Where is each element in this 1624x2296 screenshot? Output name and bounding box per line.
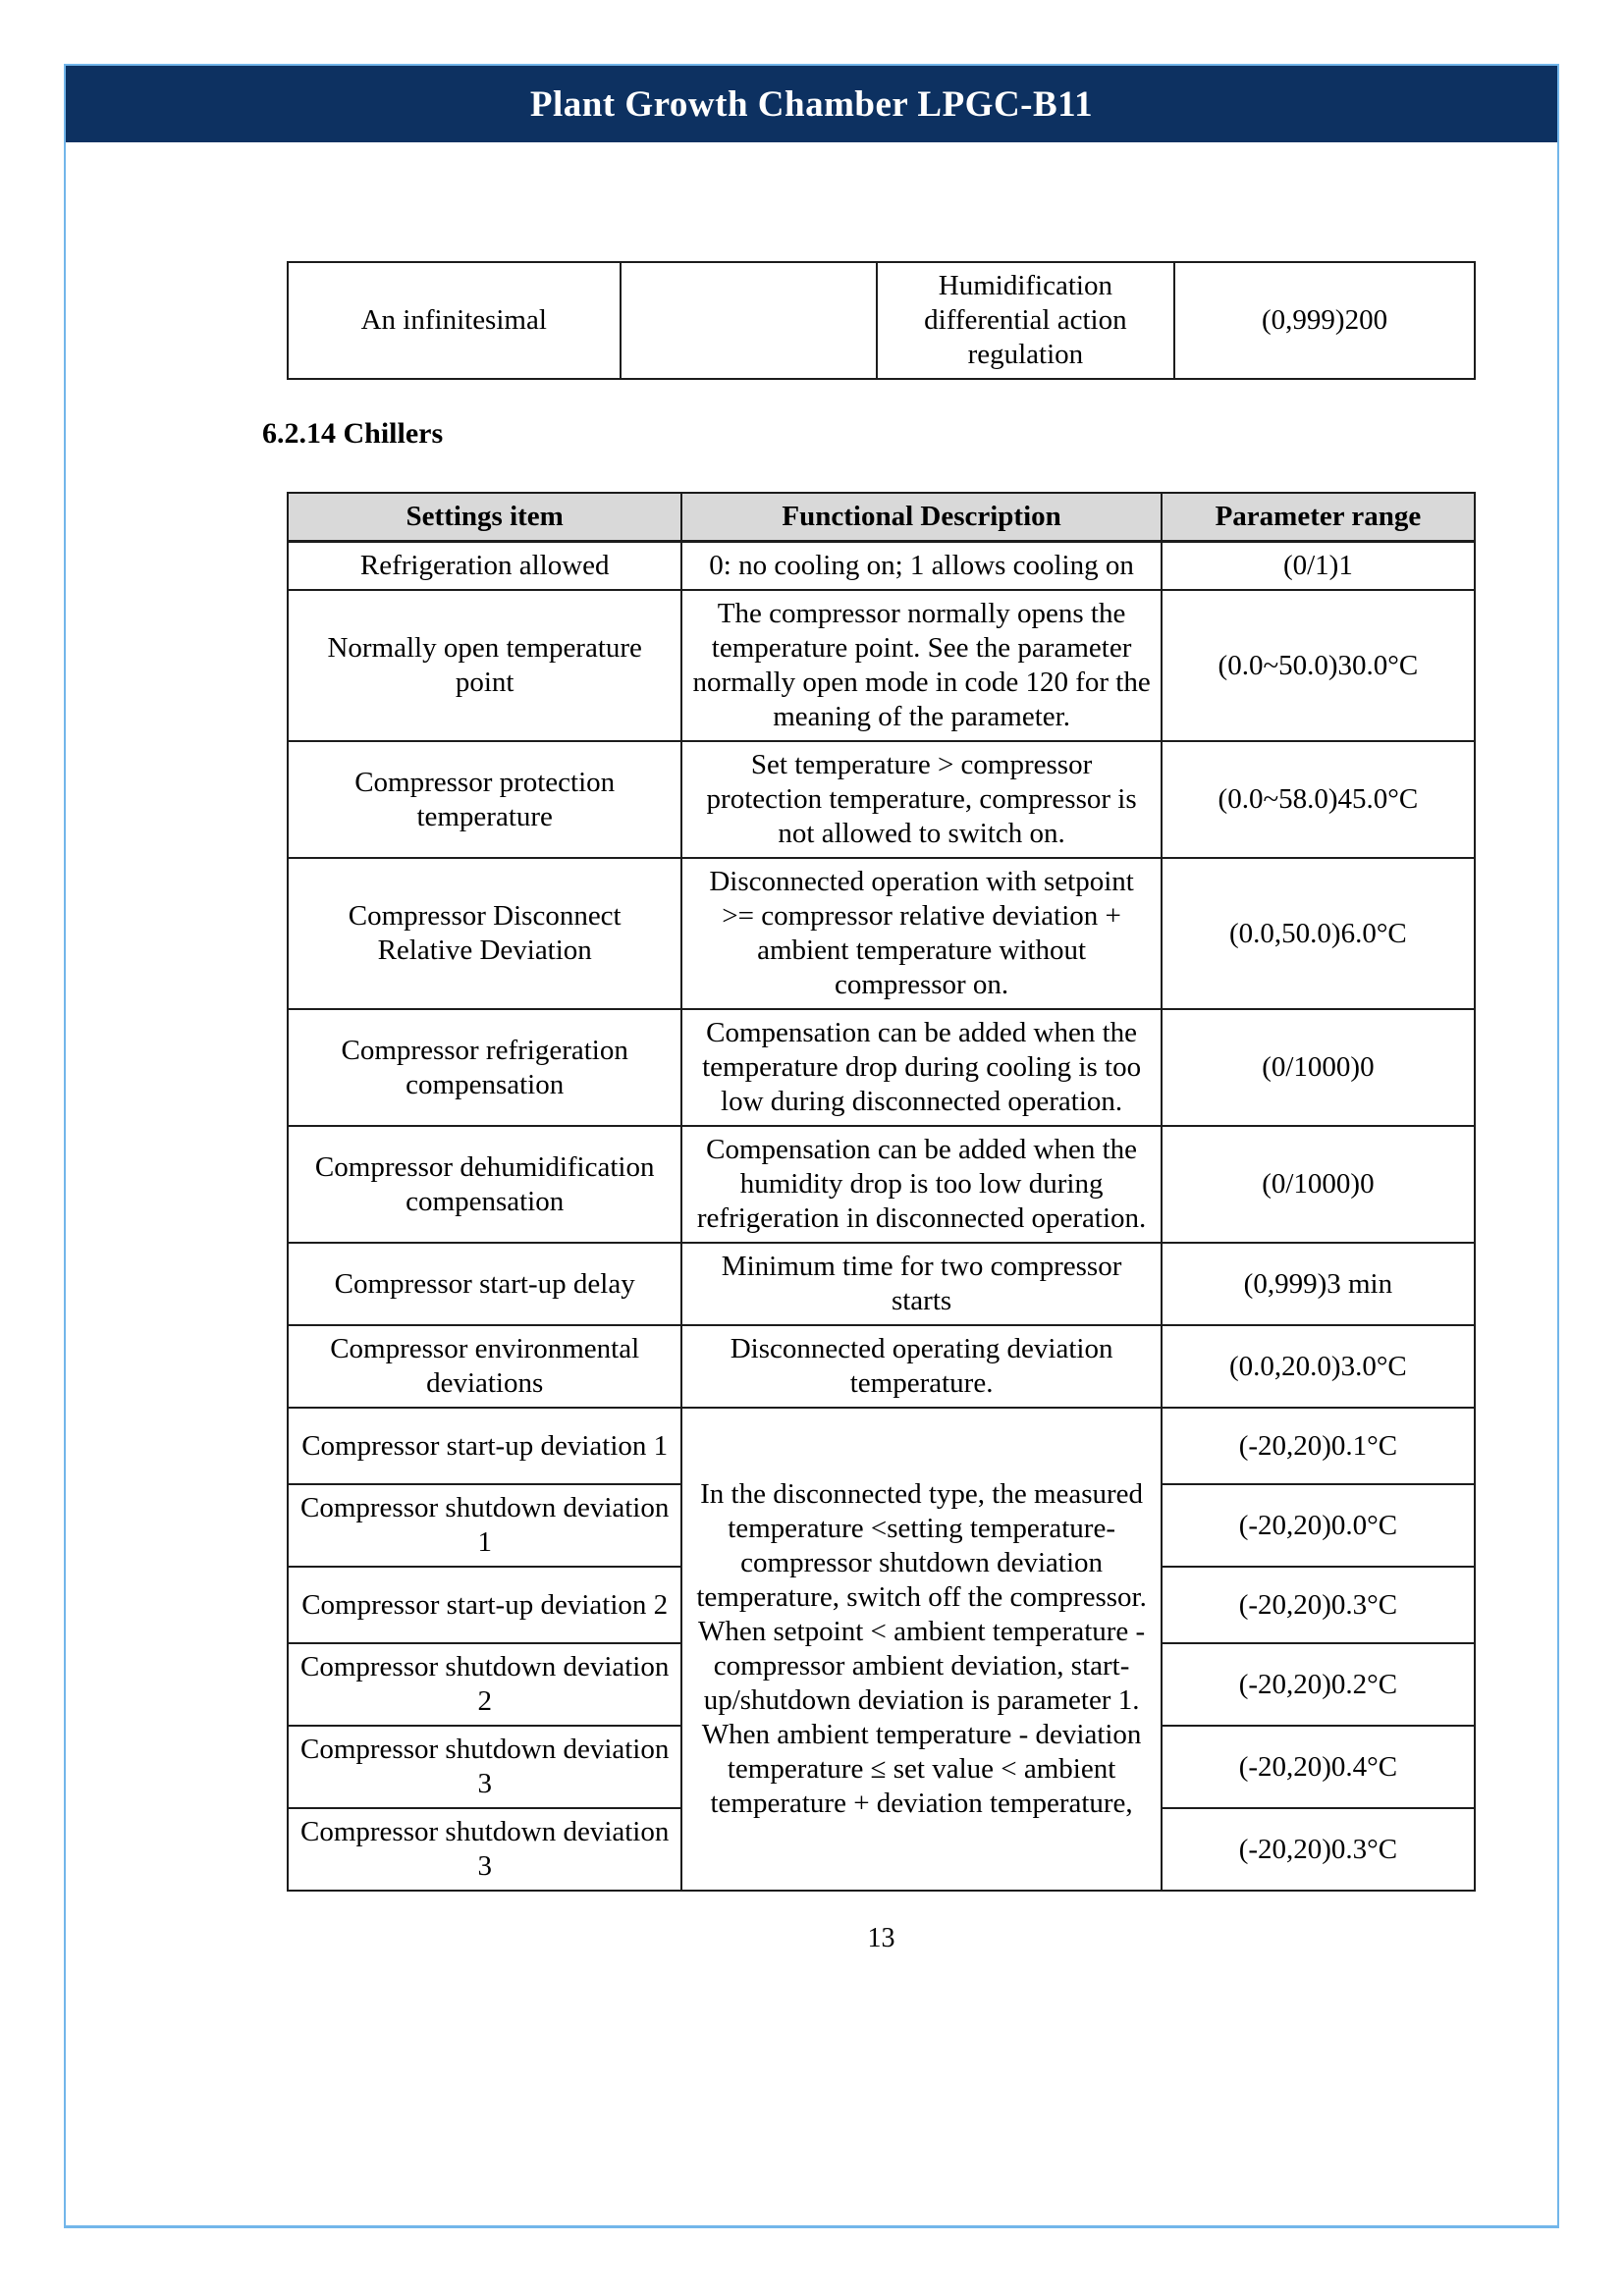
title-bar (66, 66, 1557, 142)
section-heading: 6.2.14 Chillers (262, 417, 444, 450)
functional-description-cell: Set temperature > compressor protection temperature, compressor is not allowed to switch on. (681, 741, 1161, 858)
functional-description-cell: In the disconnected type, the measured temperature <setting temperature-compressor shutdown deviation temperature, switch off the compressor. When setpoint < ambient temperature - compressor ambient deviation, start-up/shutdown deviation is parameter 1. When ambient temperature - deviation temperature ≤ set value < ambient temperature + deviation temperature, (681, 1408, 1161, 1891)
functional-description-cell: Minimum time for two compressor starts (681, 1243, 1161, 1325)
settings-item-cell: Compressor shutdown deviation 1 (288, 1484, 681, 1567)
page-content (262, 206, 1476, 1954)
parameter-range-cell: (-20,20)0.4°C (1162, 1726, 1475, 1808)
parameter-range-cell: (0.0~50.0)30.0°C (1162, 590, 1475, 741)
column-header-settings-item: Settings item (288, 493, 681, 542)
table-row (288, 1126, 1475, 1243)
parameter-range-cell: (-20,20)0.0°C (1162, 1484, 1475, 1567)
continuation-cell-empty (621, 262, 877, 379)
functional-description-cell: Disconnected operation with setpoint >= compressor relative deviation + ambient temperature without compressor on. (681, 858, 1161, 1009)
table-row (288, 1009, 1475, 1126)
table-row (288, 1325, 1475, 1408)
table-row (288, 1243, 1475, 1325)
settings-item-cell: Compressor Disconnect Relative Deviation (288, 858, 681, 1009)
table-row (288, 590, 1475, 741)
settings-item-cell: Compressor environmental deviations (288, 1325, 681, 1408)
settings-item-cell: Compressor refrigeration compensation (288, 1009, 681, 1126)
parameter-range-cell: (0.0,20.0)3.0°C (1162, 1325, 1475, 1408)
parameter-range-cell: (0,999)3 min (1162, 1243, 1475, 1325)
parameter-range-cell: (-20,20)0.3°C (1162, 1567, 1475, 1643)
functional-description-cell: 0: no cooling on; 1 allows cooling on (681, 542, 1161, 591)
settings-item-cell: Compressor protection temperature (288, 741, 681, 858)
settings-item-cell: Compressor start-up delay (288, 1243, 681, 1325)
header-row (288, 493, 1475, 542)
column-header-parameter-range: Parameter range (1162, 493, 1475, 542)
parameter-range-cell: (0/1000)0 (1162, 1126, 1475, 1243)
continuation-cell-item: An infinitesimal (288, 262, 621, 379)
functional-description-cell: Compensation can be added when the temperature drop during cooling is too low during disconnected operation. (681, 1009, 1161, 1126)
page-frame (64, 64, 1559, 2228)
continuation-table (287, 261, 1476, 380)
table-row (288, 542, 1475, 591)
parameter-range-cell: (-20,20)0.3°C (1162, 1808, 1475, 1891)
table-row (288, 741, 1475, 858)
functional-description-cell: Compensation can be added when the humidity drop is too low during refrigeration in disconnected operation. (681, 1126, 1161, 1243)
settings-item-cell: Normally open temperature point (288, 590, 681, 741)
settings-item-cell: Compressor start-up deviation 1 (288, 1408, 681, 1484)
settings-item-cell: Refrigeration allowed (288, 542, 681, 591)
parameter-range-cell: (0.0,50.0)6.0°C (1162, 858, 1475, 1009)
chillers-table (287, 492, 1476, 1892)
functional-description-cell: Disconnected operating deviation temperature. (681, 1325, 1161, 1408)
chillers-table-header (288, 493, 1475, 542)
settings-item-cell: Compressor dehumidification compensation (288, 1126, 681, 1243)
settings-item-cell: Compressor start-up deviation 2 (288, 1567, 681, 1643)
page-title: Plant Growth Chamber LPGC-B11 (529, 83, 1094, 125)
table-row (288, 1408, 1475, 1484)
settings-item-cell: Compressor shutdown deviation 3 (288, 1726, 681, 1808)
settings-item-cell: Compressor shutdown deviation 3 (288, 1808, 681, 1891)
continuation-cell-description: Humidification differential action regulation (877, 262, 1174, 379)
column-header-functional-description: Functional Description (681, 493, 1161, 542)
parameter-range-cell: (0/1000)0 (1162, 1009, 1475, 1126)
chillers-table-body (288, 542, 1475, 1892)
functional-description-cell: The compressor normally opens the temperature point. See the parameter normally open mode in code 120 for the meaning of the parameter. (681, 590, 1161, 741)
table-row (288, 262, 1475, 379)
parameter-range-cell: (0.0~58.0)45.0°C (1162, 741, 1475, 858)
page-number: 13 (867, 1923, 895, 1953)
settings-item-cell: Compressor shutdown deviation 2 (288, 1643, 681, 1726)
continuation-cell-range: (0,999)200 (1174, 262, 1475, 379)
parameter-range-cell: (-20,20)0.2°C (1162, 1643, 1475, 1726)
table-row (288, 858, 1475, 1009)
parameter-range-cell: (-20,20)0.1°C (1162, 1408, 1475, 1484)
parameter-range-cell: (0/1)1 (1162, 542, 1475, 591)
